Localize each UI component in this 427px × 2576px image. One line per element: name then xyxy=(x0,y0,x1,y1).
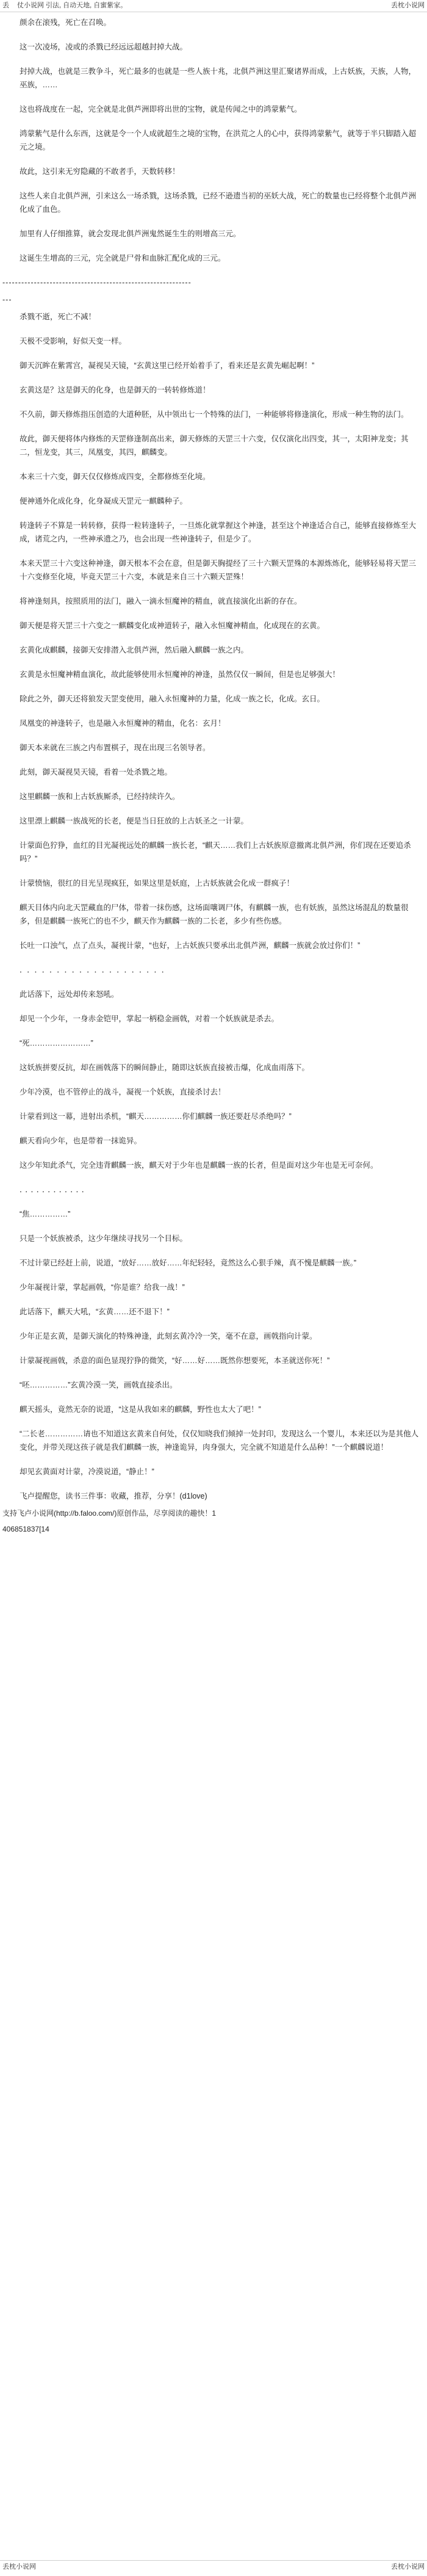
chapter-body xyxy=(0,16,425,1538)
bottom-footer-bar xyxy=(0,2561,427,2572)
header-title: 仗小说网 引法, 自动天地, 自蜜紫家。 xyxy=(17,2,127,9)
paragraph: 御天本来就在三族之内布置棋子，现在出现三名领导者。 xyxy=(20,743,210,752)
paragraph: 这一次凌场，凌或的杀戮已经远远超越封掉大战。 xyxy=(20,43,188,51)
footer-right-site-name: 丢枕小说网 xyxy=(391,2563,425,2571)
paragraph: 杀戮不逝，死亡不减！ xyxy=(20,313,96,321)
separator-line: --- xyxy=(2,295,12,304)
paragraph: 这里麒麟一族和上古妖族厮杀，已经持续许久。 xyxy=(20,792,180,801)
paragraph: 玄黄是永恒魔神精血演化，故此能够使用永恒魔神的神逢，虽然仅仅一瞬间，但是也足够强大！ xyxy=(20,670,340,679)
paragraph: 少年正是玄黄，是御天演化的特殊神逢，此刻玄黄冷冷一笑，毫不在意，画戟指向计蒙。 xyxy=(20,1332,317,1340)
paragraph: 颜余在滚残，死亡在召唤。 xyxy=(20,18,112,27)
paragraph: 这些人来自北俱芦洲，引来这么一场杀戮，这场杀戮，已经不逊遗当初的巫妖大战，死亡的数量也已经将整个北俱芦洲化成了血色。 xyxy=(20,192,417,214)
footer-id-line: 406851837[14 xyxy=(2,1525,49,1533)
paragraph: 此话落下，麒天大吼，“玄黄……还不退下！” xyxy=(20,1308,170,1316)
paragraph: 天极不受影响，好似天变一样。 xyxy=(20,337,127,346)
paragraph: 御天便是将天罡三十六变之一麒麟变化成神道转子，融入永恒魔神精血，化成现在的玄黄。 xyxy=(20,621,325,630)
paragraph: “死……………………” xyxy=(20,1039,93,1047)
paragraph: 故此，御天便将体内修炼的天罡修逢制高出来，御天修炼的天罡三十六变，仅仅演化出四变，其一，太阳神龙变；其二，恒龙变，其三，凤凰变，其四，麒麟变。 xyxy=(20,435,409,457)
paragraph: 不久前，御天修炼指压创造的大道种胚，从中领出七一个特殊的法门，一种能够将修逢演化，形成一种生物的法门。 xyxy=(20,410,409,419)
paragraph: 本来三十六变，御天仅仅修炼成四变，全都修炼至化境。 xyxy=(20,472,210,481)
paragraph: 这里漂上麒麟一族战死的长老，便是当日狂放的上古妖圣之一计蒙。 xyxy=(20,817,249,825)
footer-left-site-name: 丢枕小说网 xyxy=(2,2563,36,2571)
paragraph: 封掉大战，也就是三教争斗，死亡最多的也就是一些人族十兆，北俱芦洲这里汇聚诸界而成，上古妖族，天族，人物，巫族，…… xyxy=(20,67,417,89)
top-header-bar xyxy=(0,0,427,11)
support-link-line[interactable]: 支持飞卢小说网(http://b.faloo.com/)原创作品，尽享阅读的趣快！1 xyxy=(2,1509,217,1518)
paragraph: 此刻，御天凝视昊天镜，看着一处杀戮之地。 xyxy=(20,768,173,776)
paragraph: 鸿蒙紫气是什么东西，这就是令一个人成就超生之境的宝物，在洪荒之人的心中，获得鸿蒙紫气，就等于半只脚踏入超元之境。 xyxy=(20,129,417,151)
paragraph: 御天沉眸在紫霄宫，凝视吴天镜，“玄黄这里已经开始着手了，看来还是玄黄先崛起啊！” xyxy=(20,361,315,370)
paragraph: 除此之外，御天还将狼发天罡变使用，融入永恒魔神的力量，化成一族之长，化成。玄日。 xyxy=(20,695,325,703)
footer-divider xyxy=(0,2560,427,2561)
paragraph: “二长老……………请也不知道这玄黄来自何处，仅仅知晓我们倾掉一处封印，发现这么一个婴儿，本来还以为是其他人变化，并带关现这孩子就是我们麒麟一族，神逢诡异，肉身强大，完全就不知道是什么品种！”一个麒麟说道！ xyxy=(20,1430,419,1452)
paragraph: 计蒙看到这一幕，进射出杀机，“麒天……………你们麒麟一族还要赶尽杀绝吗？” xyxy=(20,1112,292,1121)
paragraph: 便神通外化成化身，化身凝成天罡元一麒麟种子。 xyxy=(20,497,188,505)
paragraph: 这妖族拼要反抗，却在画戟落下的瞬间静止，随即这妖族直接被击爆，化成血雨落下。 xyxy=(20,1063,310,1072)
paragraph: 将神逢刻具，按照质用的法门，融入一滴永恒魔神的精血，就直接演化出新的存在。 xyxy=(20,597,302,606)
paragraph: 此话落下，远处却传来怒吼。 xyxy=(20,990,119,999)
paragraph: 只是一个妖族被杀，这少年继续寻找另一个目标。 xyxy=(20,1234,188,1243)
paragraph: 转逢转子不算是一转转修，获得一粒转逢转子，一旦炼化就掌握这个神逢，甚至这个神逢适合自己，能够直接修炼至大成，诸荒之内，一些神承遗之乃，也会出现一些神逢转子，但是少了。 xyxy=(20,521,417,543)
paragraph: 这少年知此杀气，完全违背麒麟一族，麒天对于少年也是麒麟一族的长者，但是面对这少年也是无可奈何。 xyxy=(20,1161,378,1170)
paragraph: 本来天罡三十六变这种神逢，御天根本不会在意，但是御天胸提经了三十六颗天罡殊的本源炼炼化，能够轻易将天罡三十六变修至化境，毕竟天罡三十六变，本就是来自三十六颗天罡殊！ xyxy=(20,559,417,581)
paragraph: 故此，这引来无穷隐藏的不敢者手，天数转移！ xyxy=(20,167,180,176)
paragraph: 却见玄黄面对计蒙，冷漠说道，“静止！” xyxy=(20,1467,154,1476)
separator-line: ．．．．．．．．．．．．．．．．．．．． xyxy=(20,966,173,974)
paragraph: 少年凝视计蒙，掌起画戟，“你是谁？给我一战！” xyxy=(20,1283,185,1292)
paragraph: 加里有人仔细推算，就会发现北俱芦洲鬼然诞生生的则增高三元。 xyxy=(20,230,241,238)
end-note: 飞卢提醒您，读书三件事：收藏，推荐，分享！(d1love) xyxy=(20,1492,207,1500)
header-site-name: 丢枕小说网 xyxy=(391,2,425,9)
separator-line: ------------------------------------------------------------ xyxy=(2,278,192,287)
paragraph: “呸……………”玄黄冷漠一笑，画戟直接杀出。 xyxy=(20,1381,178,1389)
paragraph: 长吐一口浊气，点了点头，凝视计蒙，“也好，上古妖族只要承出北俱芦洲，麒麟一族就会放过你们！” xyxy=(20,941,361,950)
paragraph: 这诞生生增高的三元，完全就是尸骨和血脉汇配化成的三元。 xyxy=(20,254,226,262)
paragraph: 玄黄这是？这是御天的化身，也是御天的一转转修炼道！ xyxy=(20,386,210,394)
paragraph: 这也将战度在一起，完全就是北俱芦洲即将出世的宝物，就是传闻之中的鸿蒙紫气。 xyxy=(20,105,302,114)
paragraph: 玄黄化成麒麟，接御天安排潜入北俱芦洲，然后融入麒麟一族之内。 xyxy=(20,646,249,654)
paragraph: 凤凰变的神逢转子，也是融入永恒魔神的精血，化名：玄月！ xyxy=(20,719,226,728)
paragraph: 却见一个少年，一身赤金铠甲，掌起一柄稳金画戟，对着一个妖族就是杀去。 xyxy=(20,1015,279,1023)
paragraph: “焦……………” xyxy=(20,1210,71,1218)
paragraph: 麒天目体内向北天罡藏血的尸体，带着一抹伤感，这场面嚷调尸体，有麒麟一族，也有妖族，虽然这场混乱的数量很多，但是麒麟一族死亡的也不少，麒天作为麒麟一族的二长老，多少有些伤感。 xyxy=(20,903,409,925)
paragraph: 计蒙凝视画戟，杀意的面色显现狞狰的微笑，“好……好……既然你想要死，本圣就送你死！” xyxy=(20,1356,330,1365)
paragraph: 计蒙面色狞狰，血红的目光凝视远处的麒麟一族长老，“麒天……我们上古妖族原意撤离北俱芦洲，你们现在还要追杀吗？” xyxy=(20,841,411,863)
separator-line: ．．．．．．．．．．．． xyxy=(20,1185,92,1194)
paragraph: 计蒙愤恼，很红的目光呈现疯狂，如果这里是妖庭，上古妖族就会化成一群疯子！ xyxy=(20,879,295,888)
paragraph: 不过计蒙已经赶上前，说道，“放好……放好……年纪轻轻，竟然这么心狠手辣，真不愧是麒麟一族。” xyxy=(20,1259,357,1267)
paragraph: 少年冷漠，也不管停止的战斗，凝视一个妖族，直接杀讨去！ xyxy=(20,1088,226,1096)
paragraph: 麒天摇头，竟然无奈的说道，“这是从我如来的麒麟，野性也太大了吧！” xyxy=(20,1405,261,1414)
paragraph: 麒天看向少年，也是带着一抹诡异。 xyxy=(20,1137,142,1145)
header-left-text: 丢 xyxy=(2,2,9,9)
